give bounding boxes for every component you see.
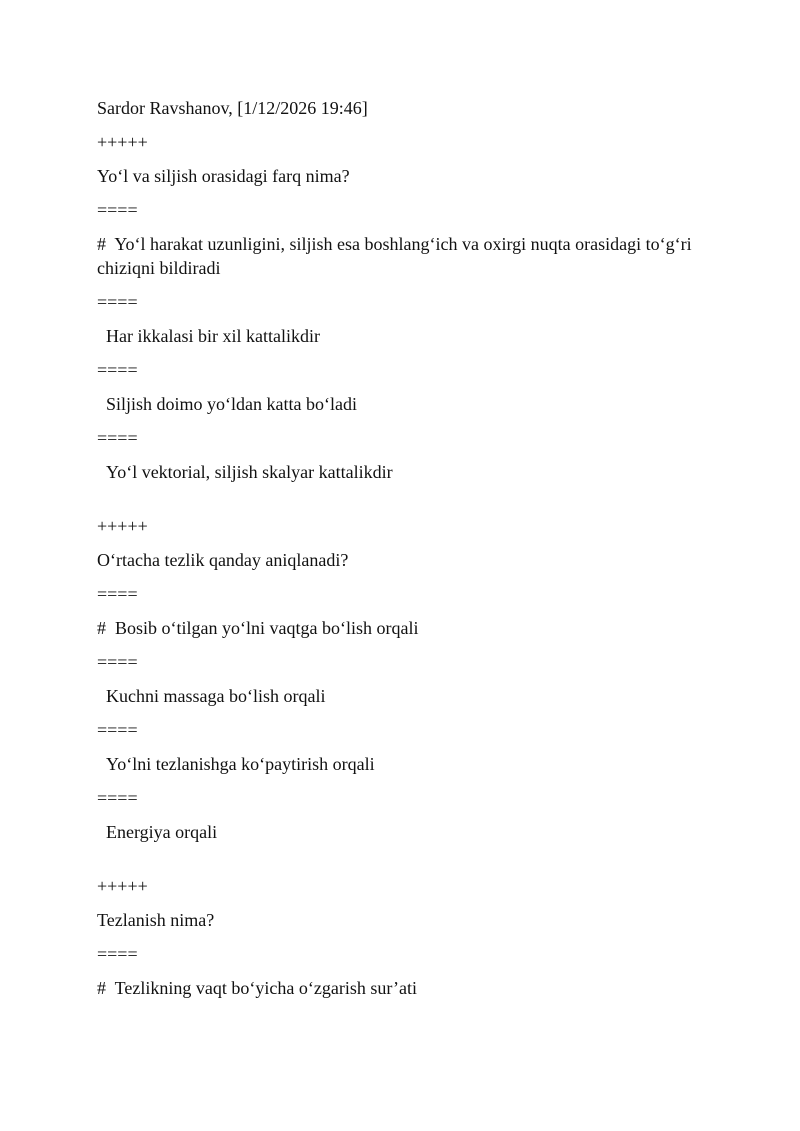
separator: ==== — [97, 788, 138, 808]
separator: ==== — [97, 944, 138, 964]
separator: ==== — [97, 720, 138, 740]
answer-option: Siljish doimo yo‘ldan katta bo‘ladi — [97, 394, 357, 414]
separator: ==== — [97, 428, 138, 448]
separator: ==== — [97, 292, 138, 312]
question-text: O‘rtacha tezlik qanday aniqlanadi? — [97, 550, 349, 570]
question-text: Yo‘l va siljish orasidagi farq nima? — [97, 166, 350, 186]
question-marker: +++++ — [97, 516, 148, 536]
document-page — [97, 96, 697, 1010]
question-block — [97, 514, 697, 844]
separator: ==== — [97, 360, 138, 380]
answer-correct: # Yo‘l harakat uzunligini, siljish esa boshlang‘ich va oxirgi nuqta orasidagi to‘g‘ri chiziqni bildiradi — [97, 234, 697, 278]
question-block — [97, 874, 697, 1000]
question-text: Tezlanish nima? — [97, 910, 215, 930]
answer-option: Yo‘l vektorial, siljish skalyar kattalikdir — [97, 462, 393, 482]
answer-option: Har ikkalasi bir xil kattalikdir — [97, 326, 320, 346]
separator: ==== — [97, 200, 138, 220]
answer-option: Energiya orqali — [97, 822, 218, 842]
question-marker: +++++ — [97, 876, 148, 896]
question-block — [97, 130, 697, 484]
separator: ==== — [97, 584, 138, 604]
blank-line — [97, 854, 697, 874]
answer-correct: # Tezlikning vaqt bo‘yicha o‘zgarish sur’ati — [97, 978, 417, 998]
message-header: Sardor Ravshanov, [1/12/2026 19:46] — [97, 98, 368, 118]
answer-option: Yo‘lni tezlanishga ko‘paytirish orqali — [97, 754, 375, 774]
answer-correct: # Bosib o‘tilgan yo‘lni vaqtga bo‘lish orqali — [97, 618, 419, 638]
blank-line — [97, 494, 697, 514]
answer-option: Kuchni massaga bo‘lish orqali — [97, 686, 326, 706]
question-marker: +++++ — [97, 132, 148, 152]
separator: ==== — [97, 652, 138, 672]
